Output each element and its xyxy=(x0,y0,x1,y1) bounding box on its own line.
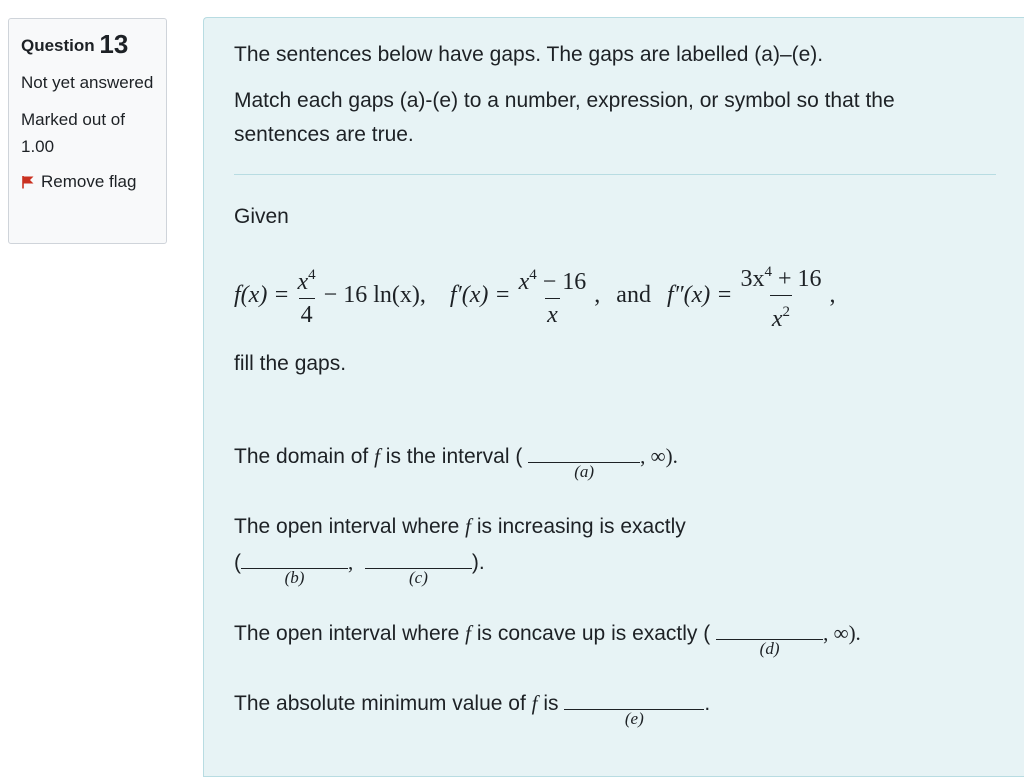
and-word: and xyxy=(616,281,651,308)
gap-d-dropzone[interactable] xyxy=(716,615,823,658)
sentence-absolute-minimum: The absolute minimum value of f is (e) . xyxy=(234,684,710,723)
gap-a-dropzone[interactable] xyxy=(528,438,640,481)
fill-instruction: fill the gaps. xyxy=(234,352,347,375)
gap-a-label: (a) xyxy=(574,462,595,481)
fdoubleprime-fraction: $\frac{3x^4 + 16}{x^2}$ xyxy=(740,263,822,332)
intro-text-2a: Match each gaps (a)-(e) to a number, expression, or symbol so that the xyxy=(234,89,895,112)
sentence-concave-up: The open interval where f is concave up is exactly ( (d) , ∞). xyxy=(234,614,861,653)
fdoubleprime-lhs: f″(x) = xyxy=(666,281,733,308)
f-fraction: $\frac{x^4}{4}$ xyxy=(297,267,316,328)
gap-e-label: (e) xyxy=(624,709,644,728)
divider xyxy=(234,174,996,175)
sentence-domain: The domain of f is the interval ( (a) , ∞). xyxy=(234,437,678,476)
question-info-panel xyxy=(8,18,167,244)
question-grade: Marked out of 1.00 xyxy=(21,110,125,156)
given-equations: f(x) = $\frac{x^4}{4}$ − 16 ln(x), f′(x) = $\frac{x^4 - 16}{x}$ , and f″(x) = $\frac{3x^4 + 16}{x^2}$ , xyxy=(234,260,836,330)
fprime-fraction: $\frac{x^4 - 16}{x}$ xyxy=(518,267,587,328)
gap-e-dropzone[interactable] xyxy=(564,685,704,728)
gap-c-label: (c) xyxy=(408,568,428,587)
given-text: Given xyxy=(234,205,289,228)
gap-c-dropzone[interactable] xyxy=(365,544,472,587)
gap-b-dropzone[interactable] xyxy=(241,544,348,587)
sentence-increasing-gaps: ( (b) , (c) ). xyxy=(234,543,485,582)
fprime-lhs: f′(x) = xyxy=(449,281,511,308)
question-state: Not yet answered xyxy=(21,73,154,92)
remove-flag-link[interactable] xyxy=(21,170,154,194)
f-lhs: f(x) = xyxy=(234,281,290,308)
flag-icon xyxy=(21,175,35,189)
f-tail: − 16 ln(x), xyxy=(323,281,426,308)
remove-flag-label: Remove flag xyxy=(41,172,137,191)
question-number: Question 13 xyxy=(21,29,129,59)
gap-b-label: (b) xyxy=(284,568,305,587)
gap-d-label: (d) xyxy=(759,639,780,658)
question-text-panel xyxy=(203,17,1024,777)
intro-text-2b: sentences are true. xyxy=(234,123,414,146)
intro-text-1: The sentences below have gaps. The gaps are labelled (a)–(e). xyxy=(234,43,824,66)
sentence-increasing: The open interval where f is increasing is exactly xyxy=(234,514,686,538)
